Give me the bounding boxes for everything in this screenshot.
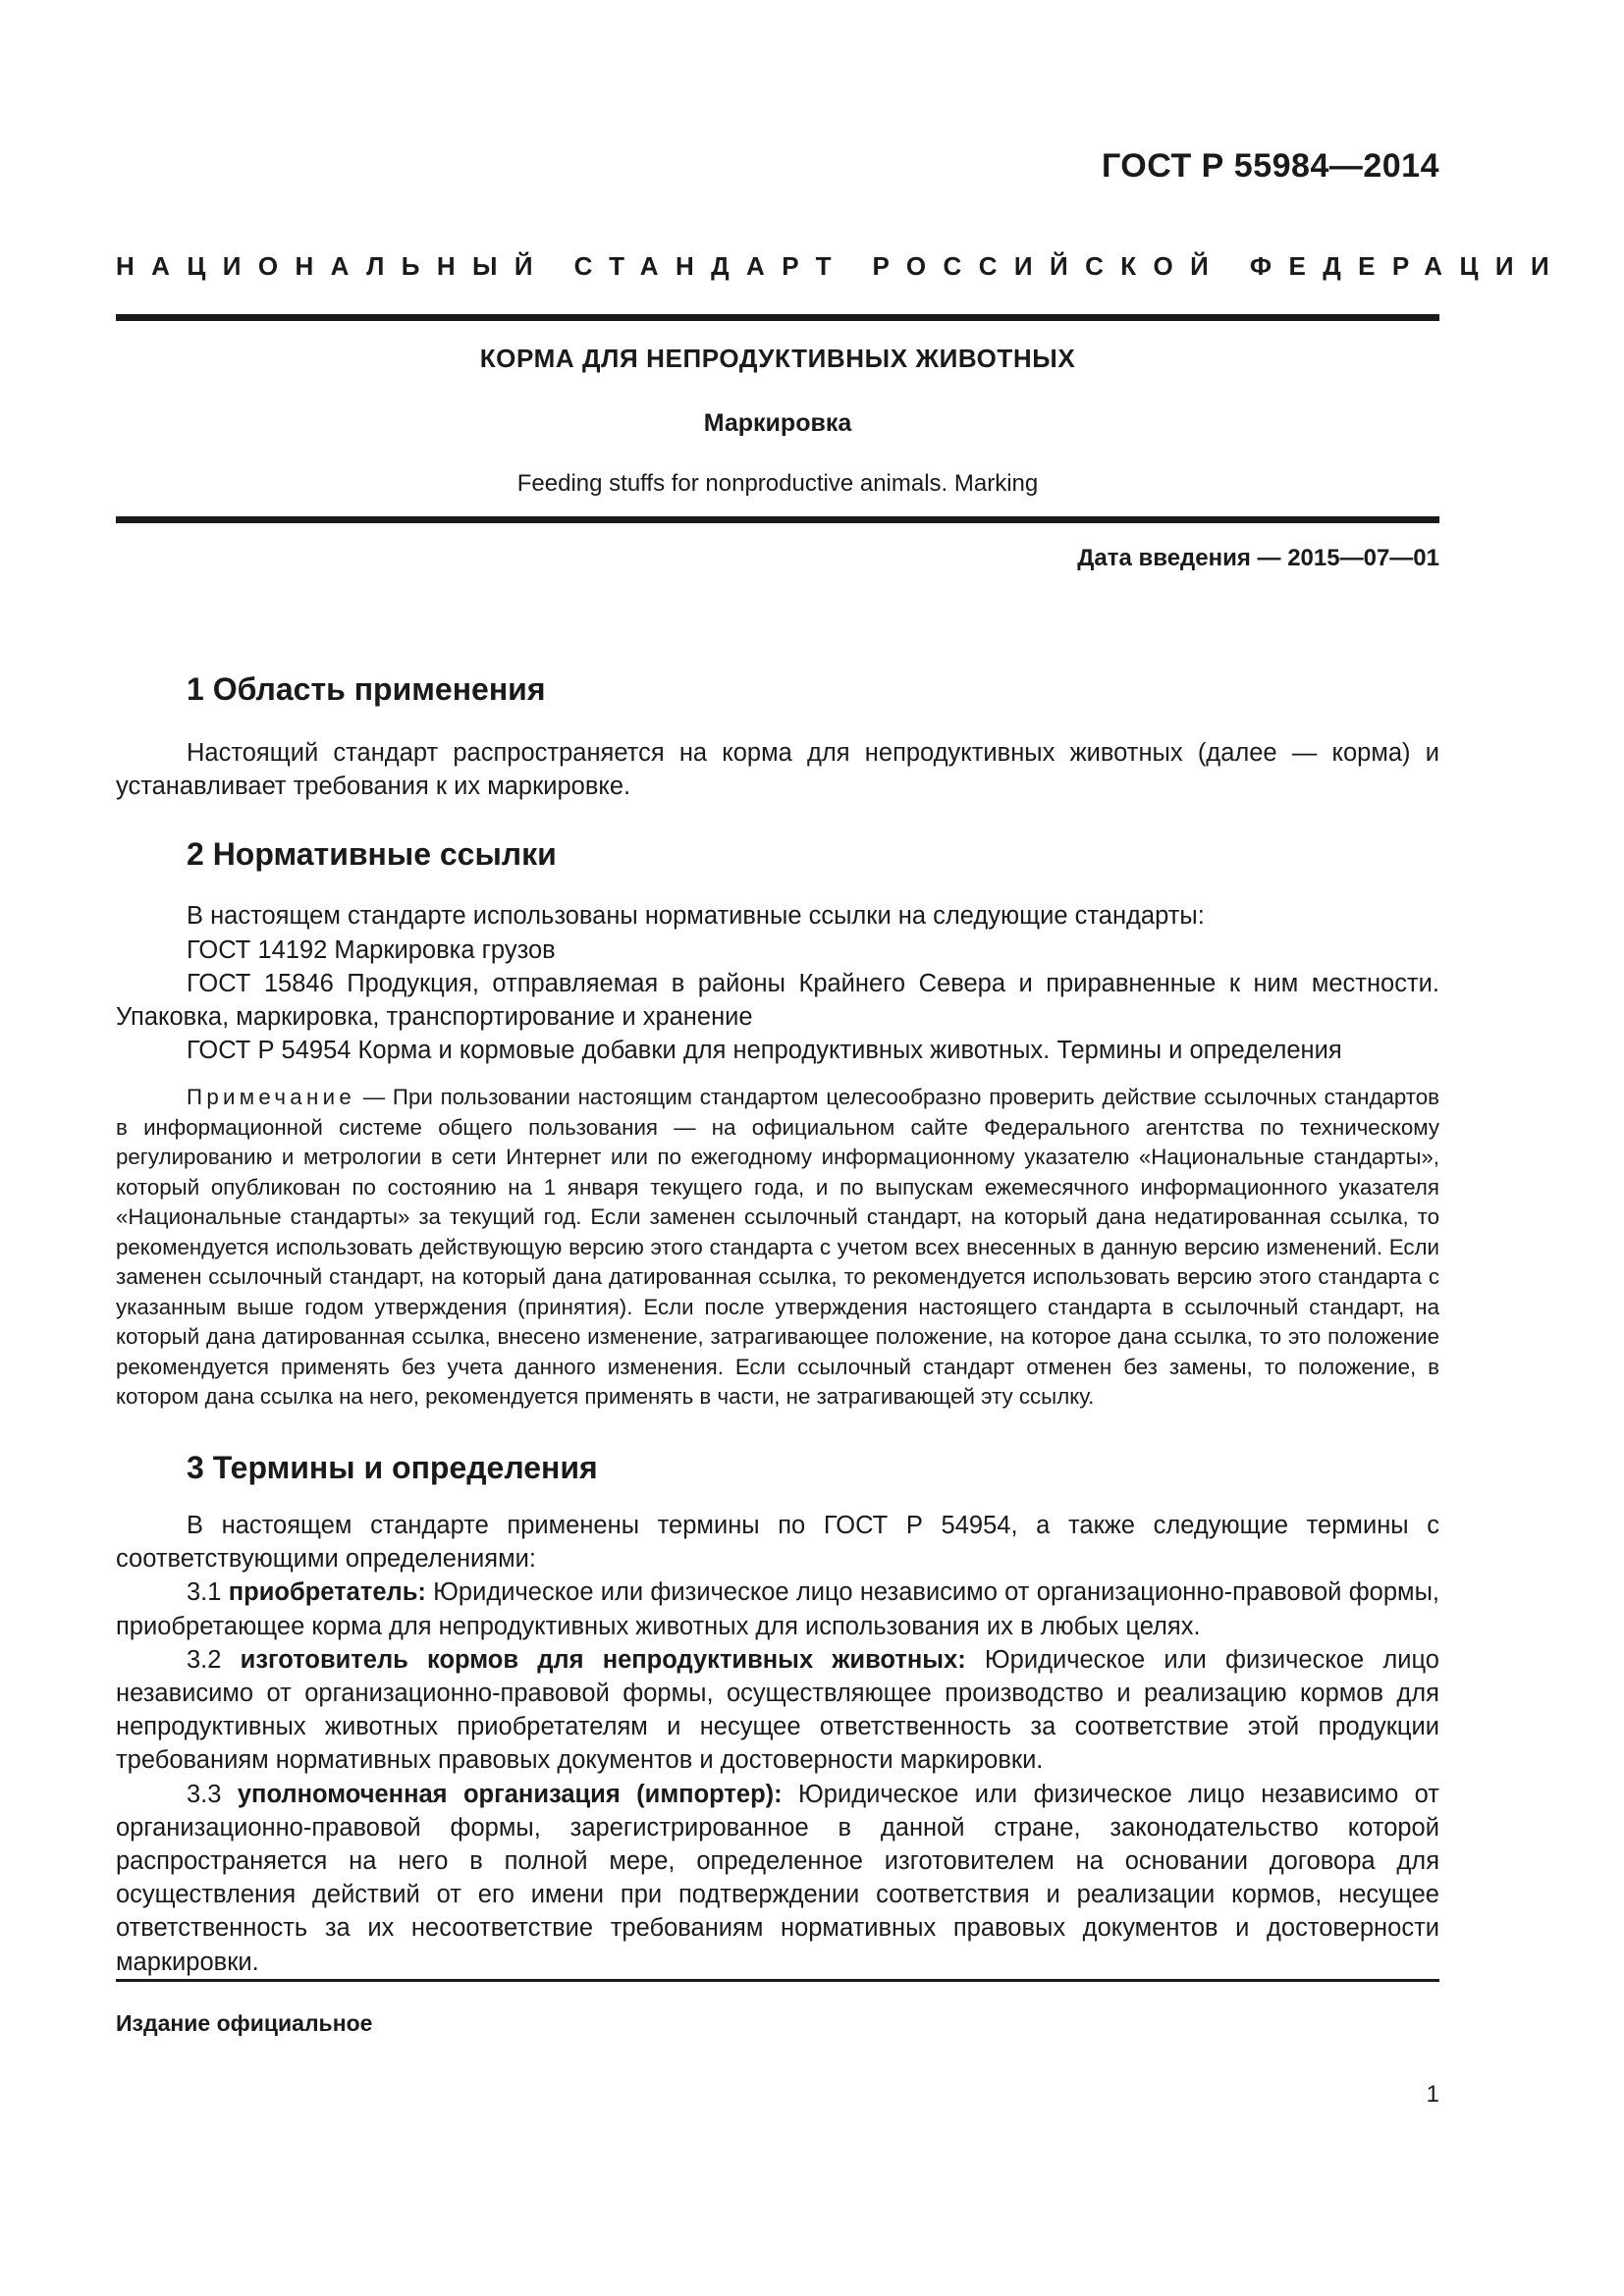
english-title: Feeding stuffs for nonproductive animals. Marking xyxy=(516,470,1039,497)
header-rule-bottom xyxy=(116,516,1439,523)
term-name: изготовитель кормов для непродуктивных животных: xyxy=(240,1645,966,1674)
term-entry xyxy=(116,1643,1439,1778)
footer-rule xyxy=(116,1979,1439,1982)
note-label: Примечание xyxy=(187,1085,356,1110)
term-definition: Юридическое или физическое лицо независимо от организационно-правовой формы, осуществляющее производство и реализацию кормов для непродуктивных животных приобретателям и несущее ответственность за соответствие этой продукции требованиям нормативных правовых документов и достоверности маркировки. xyxy=(116,1645,1439,1775)
note-text: — При пользовании настоящим стандартом целесообразно проверить действие ссылочных стандартов в информационной системе общего пользования — на официальном сайте Федерального агентства по техническому регулированию и метрологии в сети Интернет или по ежегодному информационному указателю «Национальные стандарты», который опубликован по состоянию на 1 января текущего года, и по выпускам ежемесячного информационного указателя «Национальные стандарты» за текущий год. Если заменен ссылочный стандарт, на который дана недатированная ссылка, то рекомендуется использовать действующую версию этого стандарта с учетом всех внесенных в данную версию изменений. Если заменен ссылочный стандарт, на который дана датированная ссылка, то рекомендуется использовать версию этого стандарта с указанным выше годом утверждения (принятия). Если после утверждения настоящего стандарта в ссылочный стандарт, на который дана датированная ссылка, внесено изменение, затрагивающее положение, на которое дана ссылка, то это положение рекомендуется применять без учета данного изменения. Если ссылочный стандарт отменен без замены, то положение, в котором дана ссылка на него, рекомендуется применять в части, не затрагивающей эту ссылку. xyxy=(116,1085,1439,1410)
document-number: ГОСТ Р 55984—2014 xyxy=(1101,147,1439,185)
header-rule-top xyxy=(116,314,1439,321)
section-2-intro: В настоящем стандарте использованы нормативные ссылки на следующие стандарты: xyxy=(187,902,1205,931)
term-number: 3.3 xyxy=(187,1780,238,1808)
document-title: КОРМА ДЛЯ НЕПРОДУКТИВНЫХ ЖИВОТНЫХ xyxy=(479,344,1076,373)
section-3-heading: 3 Термины и определения xyxy=(187,1449,598,1485)
term-number: 3.2 xyxy=(187,1645,241,1674)
term-name: приобретатель: xyxy=(228,1578,426,1607)
section-1-heading: 1 Область применения xyxy=(187,671,546,707)
term-number: 3.1 xyxy=(187,1578,229,1607)
reference-item: ГОСТ 14192 Маркировка грузов xyxy=(187,935,556,964)
term-entry xyxy=(116,1778,1439,1979)
section-1-text: Настоящий стандарт распространяется на корма для непродуктивных животных (далее — корма) и устанавливает требования к их маркировке. xyxy=(116,739,1439,801)
section-2-heading: 2 Нормативные ссылки xyxy=(187,836,557,873)
term-name: уполномоченная организация (импортер): xyxy=(237,1780,783,1808)
document-body xyxy=(116,667,1439,1979)
page-number: 1 xyxy=(1426,2081,1439,2108)
references-note xyxy=(116,1083,1439,1413)
introduction-date: Дата введения — 2015—07—01 xyxy=(1077,545,1439,571)
document-subtitle: Маркировка xyxy=(703,409,852,437)
section-3-intro: В настоящем стандарте применены термины по ГОСТ Р 54954, а также следующие термины с соответствующими определениями: xyxy=(116,1511,1439,1574)
term-definition: Юридическое или физическое лицо независимо от организационно-правовой формы, зарегистрированное в данной стране, законодательство которой распространяется на него в полной мере, определенное изготовителем на основании договора для осуществления действий от его имени при подтверждении соответствия и реализации кормов, несущее ответственность за их несоответствие требованиям нормативных правовых документов и достоверности маркировки. xyxy=(116,1780,1439,1976)
national-standard-line: НАЦИОНАЛЬНЫЙ СТАНДАРТ РОССИЙСКОЙ ФЕДЕРАЦИИ xyxy=(116,251,1567,281)
reference-item: ГОСТ Р 54954 Корма и кормовые добавки для непродуктивных животных. Термины и определения xyxy=(187,1037,1342,1065)
edition-label: Издание официальное xyxy=(116,2010,373,2036)
reference-item: ГОСТ 15846 Продукция, отправляемая в районы Крайнего Севера и приравненные к ним местности. Упаковка, маркировка, транспортирование и хранение xyxy=(116,969,1439,1032)
term-definition: Юридическое или физическое лицо независимо от организационно-правовой формы, приобретающее корма для непродуктивных животных для использования их в любых целях. xyxy=(116,1578,1439,1640)
term-entry xyxy=(116,1575,1439,1642)
